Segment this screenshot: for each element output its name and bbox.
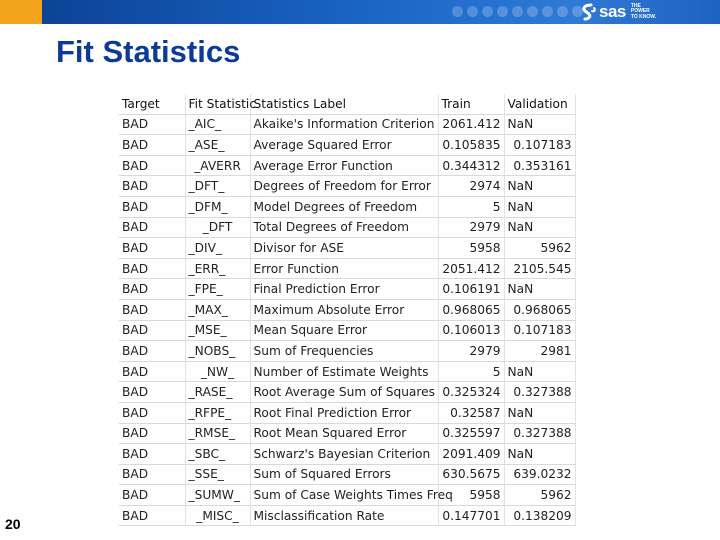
cell-target: BAD xyxy=(119,196,185,217)
cell-fit-statistic: _AIC_ xyxy=(185,114,250,135)
table-row xyxy=(119,279,575,300)
table-row xyxy=(119,258,575,279)
cell-fit-statistic: _DIV_ xyxy=(185,238,250,259)
cell-target: BAD xyxy=(119,238,185,259)
cell-train: 0.344312 xyxy=(438,155,504,176)
dot xyxy=(452,6,463,17)
cell-target: BAD xyxy=(119,402,185,423)
cell-train: 0.32587 xyxy=(438,402,504,423)
dot xyxy=(557,6,568,17)
cell-statistics-label: Mean Square Error xyxy=(250,320,438,341)
cell-fit-statistic: _RASE_ xyxy=(185,382,250,403)
column-header-fit-statistic: Fit Statistic xyxy=(185,94,250,114)
cell-statistics-label: Total Degrees of Freedom xyxy=(250,217,438,238)
cell-validation: NaN xyxy=(504,176,575,197)
cell-fit-statistic: _AVERR xyxy=(185,155,250,176)
table-row xyxy=(119,114,575,135)
cell-validation: NaN xyxy=(504,196,575,217)
cell-target: BAD xyxy=(119,464,185,485)
cell-train: 2974 xyxy=(438,176,504,197)
sas-swirl-icon xyxy=(578,3,598,21)
cell-train: 5958 xyxy=(438,485,504,506)
cell-statistics-label: Sum of Case Weights Times Freq xyxy=(250,485,438,506)
cell-validation: 0.107183 xyxy=(504,135,575,156)
cell-statistics-label: Error Function xyxy=(250,258,438,279)
cell-validation: 0.107183 xyxy=(504,320,575,341)
cell-target: BAD xyxy=(119,258,185,279)
cell-statistics-label: Maximum Absolute Error xyxy=(250,299,438,320)
table-row xyxy=(119,444,575,465)
cell-train: 5958 xyxy=(438,238,504,259)
table-row xyxy=(119,341,575,362)
cell-validation: NaN xyxy=(504,217,575,238)
cell-target: BAD xyxy=(119,485,185,506)
cell-validation: 0.353161 xyxy=(504,155,575,176)
cell-fit-statistic: _MAX_ xyxy=(185,299,250,320)
cell-statistics-label: Root Average Sum of Squares xyxy=(250,382,438,403)
cell-fit-statistic: _SUMW_ xyxy=(185,485,250,506)
cell-target: BAD xyxy=(119,155,185,176)
dot xyxy=(512,6,523,17)
dot xyxy=(482,6,493,17)
table-row xyxy=(119,320,575,341)
cell-train: 2061.412 xyxy=(438,114,504,135)
cell-statistics-label: Akaike's Information Criterion xyxy=(250,114,438,135)
cell-validation: 2105.545 xyxy=(504,258,575,279)
cell-target: BAD xyxy=(119,299,185,320)
table-row xyxy=(119,505,575,526)
cell-target: BAD xyxy=(119,361,185,382)
cell-fit-statistic: _SBC_ xyxy=(185,444,250,465)
cell-statistics-label: Root Mean Squared Error xyxy=(250,423,438,444)
cell-fit-statistic: _MSE_ xyxy=(185,320,250,341)
cell-target: BAD xyxy=(119,505,185,526)
cell-target: BAD xyxy=(119,114,185,135)
cell-train: 0.147701 xyxy=(438,505,504,526)
fit-statistics-table xyxy=(119,94,576,526)
decorative-dots xyxy=(452,6,583,18)
cell-fit-statistic: _DFT xyxy=(185,217,250,238)
column-header-train: Train xyxy=(438,94,504,114)
cell-train: 0.325597 xyxy=(438,423,504,444)
table-body xyxy=(119,114,575,526)
table-row xyxy=(119,135,575,156)
cell-train: 0.106191 xyxy=(438,279,504,300)
cell-target: BAD xyxy=(119,423,185,444)
cell-fit-statistic: _FPE_ xyxy=(185,279,250,300)
cell-fit-statistic: _NW_ xyxy=(185,361,250,382)
dot xyxy=(542,6,553,17)
cell-train: 2051.412 xyxy=(438,258,504,279)
dot xyxy=(467,6,478,17)
cell-train: 2091.409 xyxy=(438,444,504,465)
table-row xyxy=(119,423,575,444)
cell-train: 5 xyxy=(438,361,504,382)
table-row xyxy=(119,155,575,176)
cell-validation: 639.0232 xyxy=(504,464,575,485)
cell-validation: 0.968065 xyxy=(504,299,575,320)
cell-validation: NaN xyxy=(504,402,575,423)
table-header-row xyxy=(119,94,575,114)
page-title: Fit Statistics xyxy=(56,34,241,69)
cell-statistics-label: Average Error Function xyxy=(250,155,438,176)
sas-logo xyxy=(578,3,659,21)
table-row xyxy=(119,402,575,423)
column-header-target: Target xyxy=(119,94,185,114)
cell-statistics-label: Divisor for ASE xyxy=(250,238,438,259)
cell-statistics-label: Degrees of Freedom for Error xyxy=(250,176,438,197)
dot xyxy=(497,6,508,17)
cell-fit-statistic: _ASE_ xyxy=(185,135,250,156)
cell-train: 0.325324 xyxy=(438,382,504,403)
cell-validation: 0.327388 xyxy=(504,423,575,444)
cell-statistics-label: Final Prediction Error xyxy=(250,279,438,300)
cell-validation: 2981 xyxy=(504,341,575,362)
cell-train: 2979 xyxy=(438,341,504,362)
cell-target: BAD xyxy=(119,444,185,465)
cell-statistics-label: Number of Estimate Weights xyxy=(250,361,438,382)
cell-fit-statistic: _RMSE_ xyxy=(185,423,250,444)
sas-tagline: THE POWER TO KNOW. xyxy=(630,2,657,20)
cell-statistics-label: Average Squared Error xyxy=(250,135,438,156)
cell-fit-statistic: _MISC_ xyxy=(185,505,250,526)
cell-validation: NaN xyxy=(504,114,575,135)
table-row xyxy=(119,382,575,403)
cell-fit-statistic: _DFT_ xyxy=(185,176,250,197)
cell-statistics-label: Schwarz's Bayesian Criterion xyxy=(250,444,438,465)
cell-fit-statistic: _ERR_ xyxy=(185,258,250,279)
cell-train: 0.968065 xyxy=(438,299,504,320)
dot xyxy=(527,6,538,17)
table-row xyxy=(119,217,575,238)
cell-fit-statistic: _RFPE_ xyxy=(185,402,250,423)
table-row xyxy=(119,485,575,506)
cell-target: BAD xyxy=(119,382,185,403)
cell-target: BAD xyxy=(119,279,185,300)
cell-target: BAD xyxy=(119,217,185,238)
cell-validation: NaN xyxy=(504,279,575,300)
cell-train: 0.106013 xyxy=(438,320,504,341)
cell-statistics-label: Sum of Frequencies xyxy=(250,341,438,362)
cell-train: 5 xyxy=(438,196,504,217)
cell-train: 2979 xyxy=(438,217,504,238)
table-row xyxy=(119,464,575,485)
cell-train: 0.105835 xyxy=(438,135,504,156)
cell-validation: 5962 xyxy=(504,485,575,506)
table-row xyxy=(119,176,575,197)
cell-target: BAD xyxy=(119,320,185,341)
cell-statistics-label: Sum of Squared Errors xyxy=(250,464,438,485)
cell-fit-statistic: _SSE_ xyxy=(185,464,250,485)
cell-fit-statistic: _NOBS_ xyxy=(185,341,250,362)
cell-statistics-label: Misclassification Rate xyxy=(250,505,438,526)
column-header-statistics-label: Statistics Label xyxy=(250,94,438,114)
cell-target: BAD xyxy=(119,135,185,156)
cell-statistics-label: Model Degrees of Freedom xyxy=(250,196,438,217)
cell-validation: NaN xyxy=(504,444,575,465)
page-number: 20 xyxy=(5,516,21,532)
cell-validation: 0.138209 xyxy=(504,505,575,526)
cell-validation: 0.327388 xyxy=(504,382,575,403)
cell-validation: 5962 xyxy=(504,238,575,259)
sas-logo-text: sas xyxy=(599,2,626,21)
table-row xyxy=(119,361,575,382)
cell-train: 630.5675 xyxy=(438,464,504,485)
cell-statistics-label: Root Final Prediction Error xyxy=(250,402,438,423)
cell-target: BAD xyxy=(119,176,185,197)
orange-accent-block xyxy=(0,0,42,24)
cell-target: BAD xyxy=(119,341,185,362)
table-row xyxy=(119,196,575,217)
cell-fit-statistic: _DFM_ xyxy=(185,196,250,217)
fit-statistics-table-region xyxy=(119,94,575,523)
column-header-validation: Validation xyxy=(504,94,575,114)
table-row xyxy=(119,238,575,259)
cell-validation: NaN xyxy=(504,361,575,382)
table-row xyxy=(119,299,575,320)
